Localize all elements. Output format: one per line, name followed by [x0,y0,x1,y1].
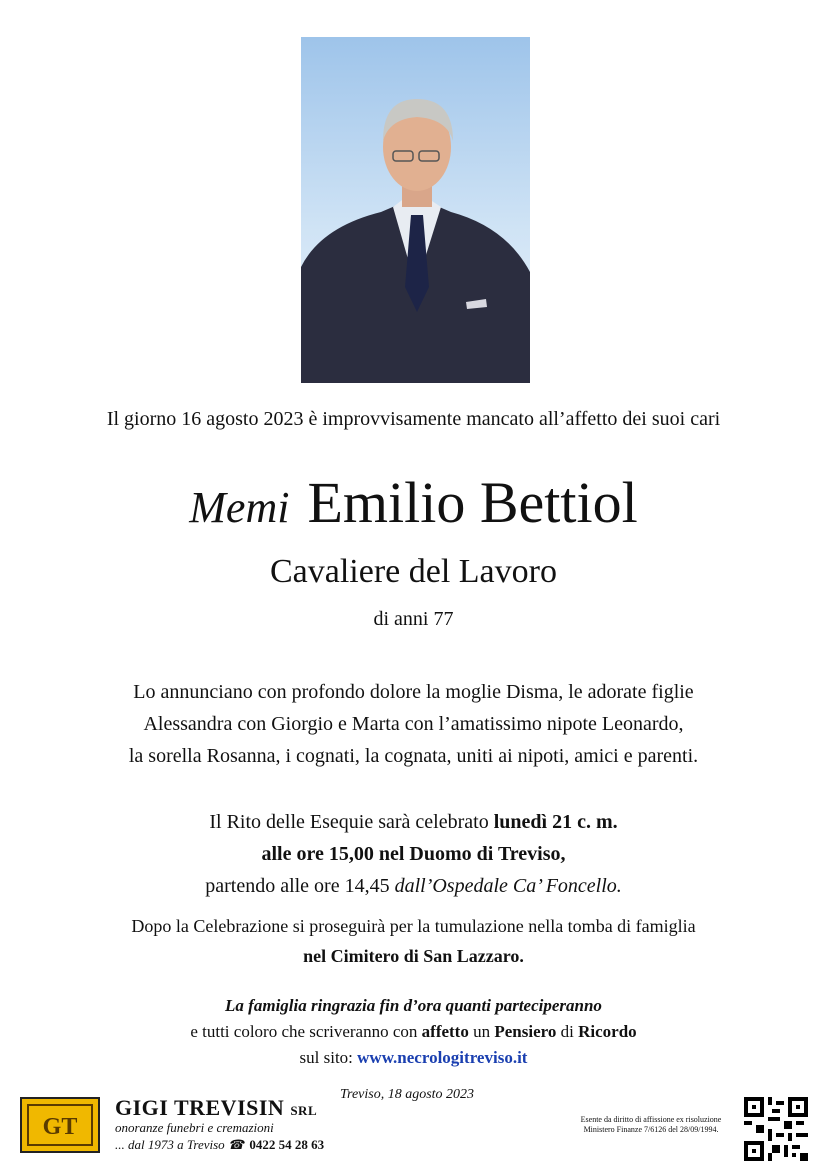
cemetery: nel Cimitero di San Lazzaro. [303,946,524,966]
exemption-line: Ministero Finanze 7/6126 del 28/09/1994. [583,1125,719,1134]
qr-code[interactable] [744,1097,808,1161]
funeral-time-place: alle ore 15,00 nel Duomo di Treviso, [261,843,566,865]
departure-text: partendo alle ore 14,45 [205,875,395,897]
funeral-line-1 [0,806,827,838]
funeral-home-since [115,1137,324,1153]
thanks-text-b: affetto [421,1022,469,1041]
website-link[interactable]: www.necrologitreviso.it [357,1048,528,1067]
thanks-text: La famiglia ringrazia fin d’ora quanti parteciperanno [225,996,602,1015]
announcement-line: la sorella Rosanna, i cognati, la cognata, uniti ai nipoti, amici e parenti. [128,745,699,767]
tax-exemption-note [566,1115,736,1135]
logo-text: GT [42,1114,78,1140]
thanks-line-2 [0,1019,827,1045]
announcement-line: Lo annunciano con profondo dolore la moglie Disma, le adorate figlie [133,681,694,703]
date-place: Treviso, 18 agosto 2023 [340,1087,475,1102]
brand-name: GIGI TREVISIN [115,1095,285,1120]
brand-suffix: SRL [290,1103,318,1118]
thanks-text-f: Ricordo [578,1022,637,1041]
logo-emblem [22,1099,98,1151]
age-text: di anni 77 [373,608,454,630]
funeral-date: lunedì 21 c. m. [493,811,618,833]
announcement-line: Alessandra con Giorgio e Marta con l’amatissimo nipote Leonardo, [143,713,684,735]
thanks-text-c: un [468,1022,495,1041]
funeral-text: Il Rito delle Esequie sarà celebrato [209,811,494,833]
qr-code-graphic [744,1097,808,1161]
burial-line-1: Dopo la Celebrazione si proseguirà per la tumulazione nella tomba di famiglia [131,916,696,936]
funeral-home-tagline: onoranze funebri e cremazioni [115,1120,274,1135]
burial-line-2 [0,941,827,971]
funeral-home-logo [20,1097,100,1153]
funeral-home-name [115,1095,317,1121]
nickname: Memi [189,483,290,532]
phone-number[interactable]: 0422 54 28 63 [249,1137,325,1152]
thanks-text-a: e tutti coloro che scriveranno con [190,1022,422,1041]
exemption-line: Esente da diritto di affissione ex risoluzione [580,1115,722,1124]
site-prefix: sul sito: [299,1048,358,1067]
since-text: ... dal 1973 a Treviso [115,1137,225,1152]
deceased-name [0,468,827,543]
burial-paragraph [0,911,827,971]
intro-text: Il giorno 16 agosto 2023 è improvvisamente mancato all’affetto dei suoi cari [106,408,721,430]
thanks-line-3 [0,1045,827,1071]
funeral-paragraph [0,806,827,902]
thanks-paragraph [0,993,827,1071]
portrait-illustration [301,37,530,383]
thanks-line-1 [0,993,827,1019]
thanks-text-e: di [556,1022,579,1041]
honorific-title: Cavaliere del Lavoro [270,553,557,590]
portrait-photo [301,37,530,383]
departure-place: dall’Ospedale Ca’ Foncello. [394,875,622,897]
announcement-paragraph [0,676,827,772]
funeral-line-3 [0,870,827,902]
full-name: Emilio Bettiol [307,470,638,535]
thanks-text-d: Pensiero [494,1022,557,1041]
phone-icon: ☎ [227,1137,245,1152]
funeral-line-2 [0,838,827,870]
